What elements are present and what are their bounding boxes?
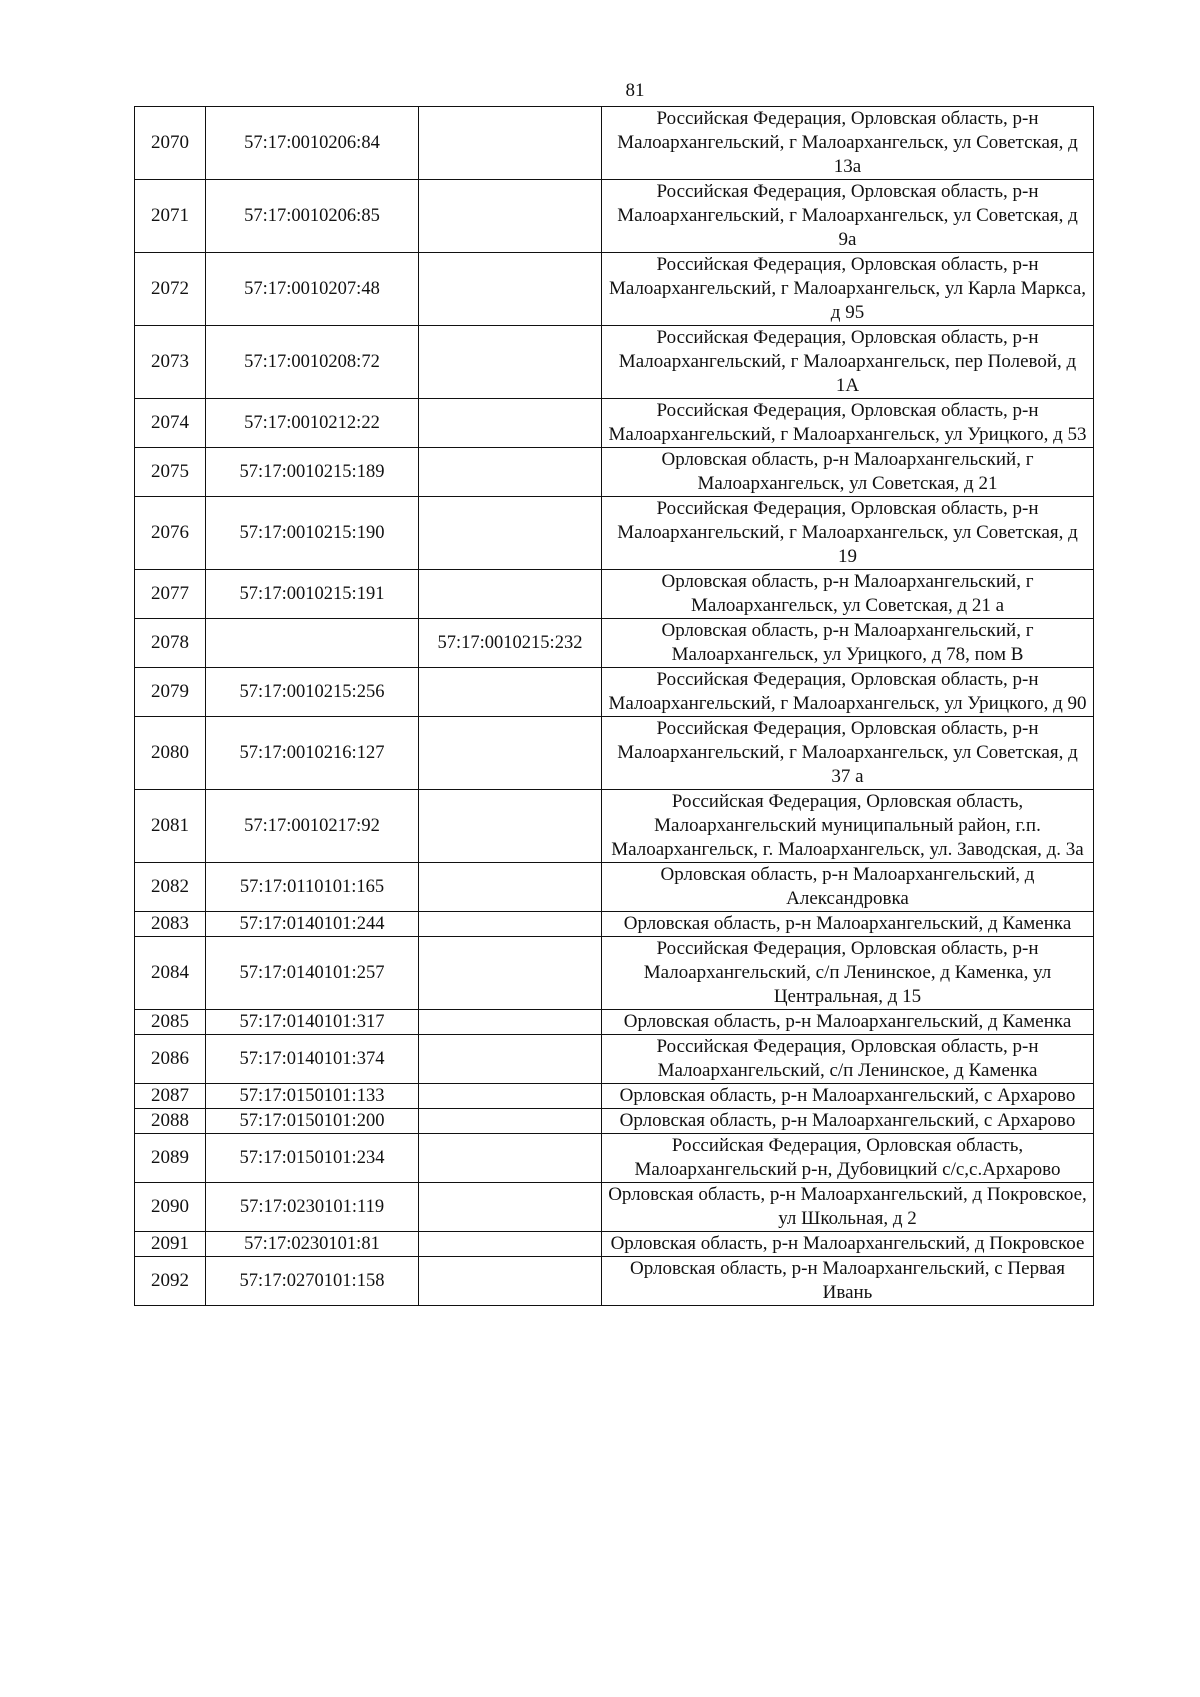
row-number: 2074 xyxy=(135,399,206,448)
page-number: 81 xyxy=(625,80,645,101)
address-cell: Российская Федерация, Орловская область, р-н Малоархангельский, г Малоархангельск, ул Советская, д 37 а xyxy=(602,717,1094,790)
cadastral-number-alt-cell xyxy=(419,790,602,863)
cadastral-number-alt-cell xyxy=(419,1010,602,1035)
cadastral-number-cell: 57:17:0010215:190 xyxy=(206,497,419,570)
row-number: 2079 xyxy=(135,668,206,717)
address-cell: Орловская область, р-н Малоархангельский, г Малоархангельск, ул Советская, д 21 а xyxy=(602,570,1094,619)
cadastral-number-alt-cell xyxy=(419,326,602,399)
address-cell: Российская Федерация, Орловская область, Малоархангельский р-н, Дубовицкий с/с,с.Архарово xyxy=(602,1134,1094,1183)
cadastral-number-alt-cell xyxy=(419,1257,602,1306)
address-cell: Российская Федерация, Орловская область, р-н Малоархангельский, г Малоархангельск, ул Карла Маркса, д 95 xyxy=(602,253,1094,326)
row-number: 2086 xyxy=(135,1035,206,1084)
row-number: 2090 xyxy=(135,1183,206,1232)
cadastral-number-alt-cell xyxy=(419,253,602,326)
cadastral-number-alt-cell xyxy=(419,1035,602,1084)
row-number: 2088 xyxy=(135,1109,206,1134)
table-row xyxy=(135,1109,1094,1134)
address-cell: Орловская область, р-н Малоархангельский, с Архарово xyxy=(602,1109,1094,1134)
cadastral-number-alt-cell xyxy=(419,912,602,937)
cadastral-number-alt-cell xyxy=(419,863,602,912)
cadastral-number-alt-cell xyxy=(419,717,602,790)
cadastral-number-cell: 57:17:0010215:189 xyxy=(206,448,419,497)
cadastral-number-alt-cell xyxy=(419,1232,602,1257)
cadastral-number-cell: 57:17:0150101:133 xyxy=(206,1084,419,1109)
address-cell: Российская Федерация, Орловская область, р-н Малоархангельский, г Малоархангельск, ул Советская, д 9а xyxy=(602,180,1094,253)
cadastral-number-cell xyxy=(206,619,419,668)
table-row xyxy=(135,253,1094,326)
cadastral-number-alt-cell xyxy=(419,497,602,570)
cadastral-number-alt-cell xyxy=(419,107,602,180)
row-number: 2087 xyxy=(135,1084,206,1109)
table-row xyxy=(135,1232,1094,1257)
table-row xyxy=(135,619,1094,668)
address-cell: Российская Федерация, Орловская область, р-н Малоархангельский, г Малоархангельск, ул Урицкого, д 90 xyxy=(602,668,1094,717)
cadastral-number-cell: 57:17:0010207:48 xyxy=(206,253,419,326)
table-row xyxy=(135,107,1094,180)
address-cell: Орловская область, р-н Малоархангельский, с Архарово xyxy=(602,1084,1094,1109)
table-row xyxy=(135,399,1094,448)
address-cell: Российская Федерация, Орловская область, р-н Малоархангельский, г Малоархангельск, ул Советская, д 13а xyxy=(602,107,1094,180)
cadastral-number-cell: 57:17:0010206:85 xyxy=(206,180,419,253)
row-number: 2091 xyxy=(135,1232,206,1257)
row-number: 2092 xyxy=(135,1257,206,1306)
table-row xyxy=(135,180,1094,253)
row-number: 2089 xyxy=(135,1134,206,1183)
table-row xyxy=(135,863,1094,912)
cadastral-number-alt-cell xyxy=(419,570,602,619)
cadastral-number-alt-cell xyxy=(419,180,602,253)
table-row xyxy=(135,497,1094,570)
row-number: 2081 xyxy=(135,790,206,863)
cadastral-number-alt-cell xyxy=(419,1109,602,1134)
table-row xyxy=(135,1183,1094,1232)
cadastral-number-cell: 57:17:0230101:119 xyxy=(206,1183,419,1232)
table-row xyxy=(135,326,1094,399)
row-number: 2070 xyxy=(135,107,206,180)
address-cell: Орловская область, р-н Малоархангельский, д Покровское, ул Школьная, д 2 xyxy=(602,1183,1094,1232)
address-cell: Российская Федерация, Орловская область, р-н Малоархангельский, г Малоархангельск, пер Полевой, д 1А xyxy=(602,326,1094,399)
cadastral-number-cell: 57:17:0230101:81 xyxy=(206,1232,419,1257)
table-row xyxy=(135,717,1094,790)
address-cell: Орловская область, р-н Малоархангельский, д Каменка xyxy=(602,1010,1094,1035)
address-cell: Орловская область, р-н Малоархангельский, д Александровка xyxy=(602,863,1094,912)
table-row xyxy=(135,1010,1094,1035)
address-cell: Российская Федерация, Орловская область, р-н Малоархангельский, г Малоархангельск, ул Урицкого, д 53 xyxy=(602,399,1094,448)
table-row xyxy=(135,912,1094,937)
address-cell: Российская Федерация, Орловская область, р-н Малоархангельский, г Малоархангельск, ул Советская, д 19 xyxy=(602,497,1094,570)
table-row xyxy=(135,570,1094,619)
cadastral-number-cell: 57:17:0010212:22 xyxy=(206,399,419,448)
row-number: 2076 xyxy=(135,497,206,570)
cadastral-number-cell: 57:17:0140101:257 xyxy=(206,937,419,1010)
row-number: 2075 xyxy=(135,448,206,497)
row-number: 2080 xyxy=(135,717,206,790)
row-number: 2084 xyxy=(135,937,206,1010)
cadastral-number-cell: 57:17:0010217:92 xyxy=(206,790,419,863)
address-cell: Российская Федерация, Орловская область, р-н Малоархангельский, с/п Ленинское, д Каменка xyxy=(602,1035,1094,1084)
row-number: 2078 xyxy=(135,619,206,668)
row-number: 2085 xyxy=(135,1010,206,1035)
row-number: 2071 xyxy=(135,180,206,253)
address-cell: Орловская область, р-н Малоархангельский, д Каменка xyxy=(602,912,1094,937)
table-row xyxy=(135,1134,1094,1183)
table-row xyxy=(135,937,1094,1010)
cadastral-number-cell: 57:17:0270101:158 xyxy=(206,1257,419,1306)
table-row xyxy=(135,1035,1094,1084)
address-cell: Российская Федерация, Орловская область, Малоархангельский муниципальный район, г.п. Малоархангельск, г. Малоархангельск, ул. Заводская, д. 3а xyxy=(602,790,1094,863)
table-row xyxy=(135,1084,1094,1109)
cadastral-number-cell: 57:17:0140101:244 xyxy=(206,912,419,937)
cadastral-number-cell: 57:17:0010208:72 xyxy=(206,326,419,399)
cadastral-number-alt-cell xyxy=(419,1134,602,1183)
registry-table xyxy=(134,106,1094,1306)
address-cell: Орловская область, р-н Малоархангельский, г Малоархангельск, ул Советская, д 21 xyxy=(602,448,1094,497)
cadastral-number-cell: 57:17:0140101:374 xyxy=(206,1035,419,1084)
row-number: 2082 xyxy=(135,863,206,912)
cadastral-number-alt-cell xyxy=(419,1084,602,1109)
cadastral-number-cell: 57:17:0150101:200 xyxy=(206,1109,419,1134)
cadastral-number-cell: 57:17:0010216:127 xyxy=(206,717,419,790)
row-number: 2073 xyxy=(135,326,206,399)
table-row xyxy=(135,790,1094,863)
cadastral-number-alt-cell xyxy=(419,937,602,1010)
cadastral-number-alt-cell xyxy=(419,1183,602,1232)
cadastral-number-cell: 57:17:0010206:84 xyxy=(206,107,419,180)
table-row xyxy=(135,448,1094,497)
cadastral-number-alt-cell xyxy=(419,668,602,717)
cadastral-number-alt-cell: 57:17:0010215:232 xyxy=(419,619,602,668)
row-number: 2083 xyxy=(135,912,206,937)
address-cell: Орловская область, р-н Малоархангельский, г Малоархангельск, ул Урицкого, д 78, пом В xyxy=(602,619,1094,668)
cadastral-number-cell: 57:17:0110101:165 xyxy=(206,863,419,912)
cadastral-number-cell: 57:17:0010215:256 xyxy=(206,668,419,717)
address-cell: Орловская область, р-н Малоархангельский, с Первая Ивань xyxy=(602,1257,1094,1306)
table-row xyxy=(135,1257,1094,1306)
address-cell: Орловская область, р-н Малоархангельский, д Покровское xyxy=(602,1232,1094,1257)
row-number: 2072 xyxy=(135,253,206,326)
registry-table-body xyxy=(135,107,1094,1306)
cadastral-number-cell: 57:17:0140101:317 xyxy=(206,1010,419,1035)
address-cell: Российская Федерация, Орловская область, р-н Малоархангельский, с/п Ленинское, д Каменка, ул Центральная, д 15 xyxy=(602,937,1094,1010)
cadastral-number-alt-cell xyxy=(419,448,602,497)
table-row xyxy=(135,668,1094,717)
cadastral-number-cell: 57:17:0150101:234 xyxy=(206,1134,419,1183)
row-number: 2077 xyxy=(135,570,206,619)
cadastral-number-cell: 57:17:0010215:191 xyxy=(206,570,419,619)
cadastral-number-alt-cell xyxy=(419,399,602,448)
